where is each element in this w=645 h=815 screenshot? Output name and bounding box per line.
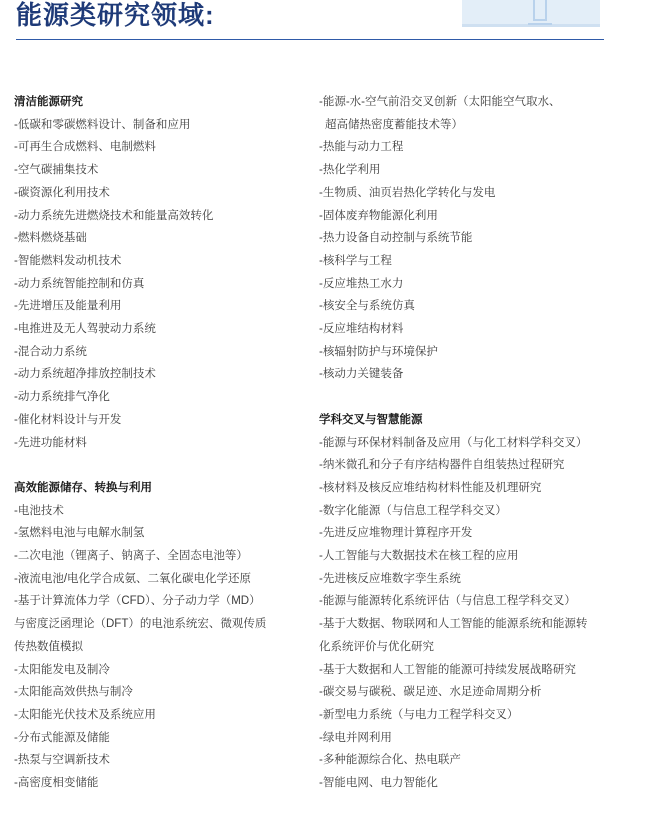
list-item: -电池技术 <box>14 504 64 517</box>
list-item: -核安全与系统仿真 <box>319 300 415 313</box>
list-item: -新型电力系统（与电力工程学科交叉） <box>319 708 519 721</box>
list-item: -核动力关键装备 <box>319 368 404 381</box>
list-item: -空气碳捕集技术 <box>14 164 99 177</box>
list-item: -能源与环保材料制备及应用（与化工材料学科交叉） <box>319 436 588 449</box>
list-item: -数字化能源（与信息工程学科交叉） <box>319 504 507 517</box>
list-item: -生物质、油页岩热化学转化与发电 <box>319 186 496 199</box>
list-item: -电推进及无人驾驶动力系统 <box>14 323 156 336</box>
list-item: -核科学与工程 <box>319 254 392 267</box>
list-item: -基于计算流体力学（CFD）、分子动力学（MD） <box>14 595 261 608</box>
list-item: -基于大数据和人工智能的能源可持续发展战略研究 <box>319 663 576 676</box>
list-item-continuation: 与密度泛函理论（DFT）的电池系统宏、微观传质 <box>14 618 267 631</box>
list-item: -动力系统超净排放控制技术 <box>14 368 156 381</box>
list-item: -人工智能与大数据技术在核工程的应用 <box>319 550 519 563</box>
list-item: -碳资源化利用技术 <box>14 186 110 199</box>
list-item: -太阳能高效供热与制冷 <box>14 686 133 699</box>
list-item-continuation: 化系统评价与优化研究 <box>319 640 434 653</box>
list-item: -热化学利用 <box>319 164 381 177</box>
page-title: 能源类研究领域: <box>16 0 215 30</box>
left-column <box>14 91 304 795</box>
list-item-continuation: 传热数值模拟 <box>14 640 83 653</box>
list-item: -太阳能光伏技术及系统应用 <box>14 708 156 721</box>
section-heading-energy-storage: 高效能源储存、转换与利用 <box>14 481 152 494</box>
list-item: -基于大数据、物联网和人工智能的能源系统和能源转 <box>319 618 588 631</box>
list-item: -多种能源综合化、热电联产 <box>319 754 461 767</box>
list-item: -能源-水-空气前沿交叉创新（太阳能空气取水、 <box>319 96 561 108</box>
title-divider <box>16 39 604 40</box>
section-heading-interdisciplinary: 学科交叉与智慧能源 <box>319 413 423 426</box>
list-item: -高密度相变储能 <box>14 777 99 790</box>
header-illustration <box>462 0 600 30</box>
list-item-continuation: 超高储热密度蓄能技术等） <box>325 118 463 131</box>
list-item: -反应堆结构材料 <box>319 323 404 336</box>
list-item: -绿电并网利用 <box>319 731 392 744</box>
list-item: -液流电池/电化学合成氨、二氧化碳电化学还原 <box>14 572 252 585</box>
list-item: -先进增压及能量利用 <box>14 300 122 313</box>
list-item: -太阳能发电及制冷 <box>14 663 110 676</box>
list-item: -动力系统排气净化 <box>14 391 110 404</box>
right-column <box>319 91 619 795</box>
list-item: -分布式能源及储能 <box>14 731 110 744</box>
section-spacer <box>319 386 619 409</box>
list-item: -先进反应堆物理计算程序开发 <box>319 527 473 540</box>
list-item: -二次电池（锂离子、钠离子、全固态电池等） <box>14 550 248 563</box>
list-item: -氢燃料电池与电解水制氢 <box>14 527 145 540</box>
list-item: -碳交易与碳税、碳足迹、水足迹命周期分析 <box>319 686 542 699</box>
list-item: -固体废弃物能源化利用 <box>319 209 438 222</box>
list-item: -热能与动力工程 <box>319 141 404 154</box>
list-item: -催化材料设计与开发 <box>14 413 122 426</box>
list-item: -智能燃料发动机技术 <box>14 254 122 267</box>
list-item: -核材料及核反应堆结构材料性能及机理研究 <box>319 481 542 494</box>
list-item: -智能电网、电力智能化 <box>319 777 438 790</box>
list-item: -纳米微孔和分子有序结构器件自组装热过程研究 <box>319 459 565 472</box>
section-spacer <box>14 454 304 477</box>
list-item: -能源与能源转化系统评估（与信息工程学科交叉） <box>319 595 576 608</box>
list-item: -先进功能材料 <box>14 436 87 449</box>
section-heading-clean-energy: 清洁能源研究 <box>14 96 83 108</box>
list-item: -反应堆热工水力 <box>319 277 404 290</box>
list-item: -热泵与空调新技术 <box>14 754 110 767</box>
list-item: -动力系统智能控制和仿真 <box>14 277 145 290</box>
list-item: -核辐射防护与环境保护 <box>319 345 438 358</box>
list-item: -可再生合成燃料、电制燃料 <box>14 141 156 154</box>
list-item: -先进核反应堆数字孪生系统 <box>319 572 461 585</box>
list-item: -低碳和零碳燃料设计、制备和应用 <box>14 118 191 131</box>
list-item: -动力系统先进燃烧技术和能量高效转化 <box>14 209 214 222</box>
list-item: -混合动力系统 <box>14 345 87 358</box>
list-item: -燃料燃烧基础 <box>14 232 87 245</box>
list-item: -热力设备自动控制与系统节能 <box>319 232 473 245</box>
